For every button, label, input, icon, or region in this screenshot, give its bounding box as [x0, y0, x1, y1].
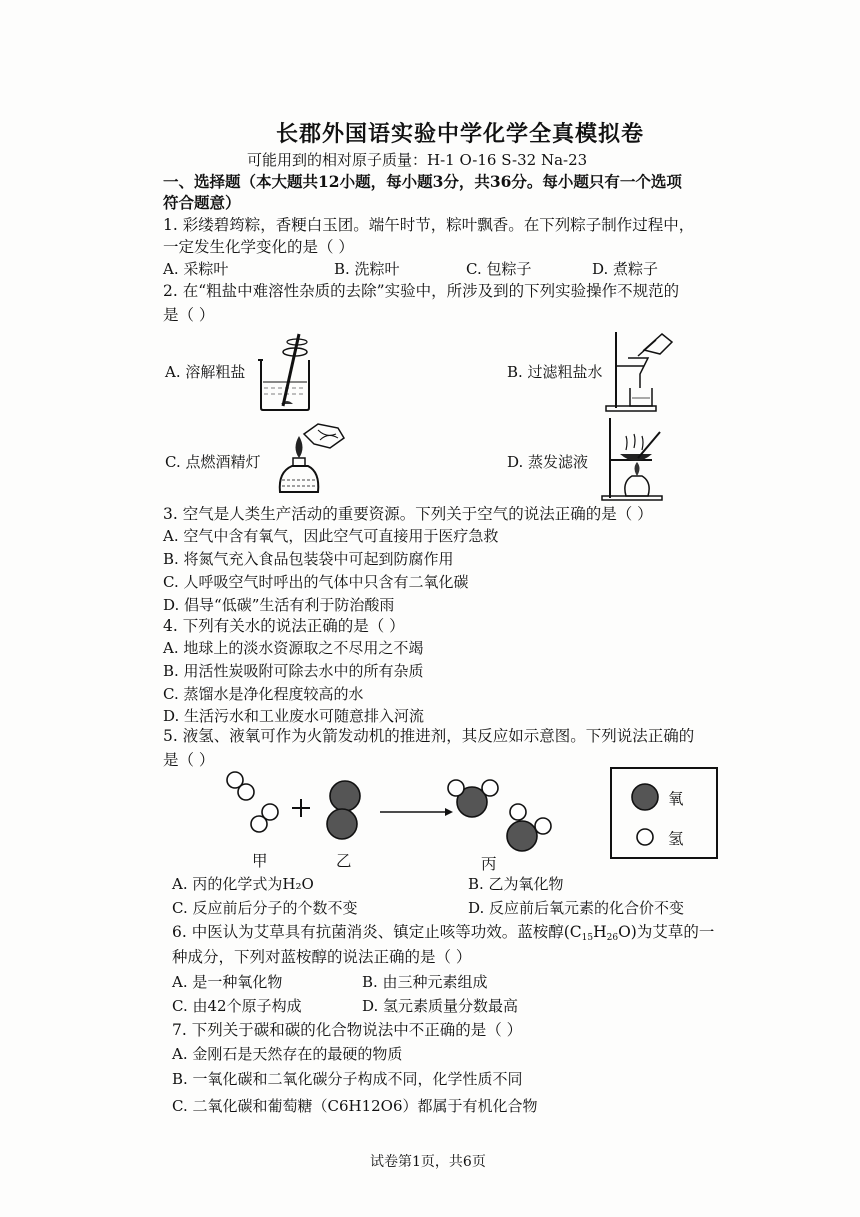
- q7-option-a: A. 金刚石是天然存在的最硬的物质: [172, 1045, 403, 1063]
- q4-option-c: C. 蒸馏水是净化程度较高的水: [163, 685, 364, 703]
- legend-oxygen-label: 氧: [668, 790, 684, 808]
- q5-option-a: A. 丙的化学式为H₂O: [172, 875, 314, 893]
- q6-option-c: C. 由42个原子构成: [172, 997, 302, 1015]
- q1-option-b: B. 洗粽叶: [334, 260, 400, 278]
- q4-option-a: A. 地球上的淡水资源取之不尽用之不竭: [163, 639, 424, 657]
- q6-stem: [172, 922, 714, 948]
- hydrogen-legend-icon: [637, 829, 653, 845]
- hydrogen-atom: [238, 784, 254, 800]
- legend-box: [610, 767, 720, 861]
- oxygen-atom: [327, 809, 357, 839]
- q5-stem: 5. 液氢、液氧可作为火箭发动机的推进剂，其反应如示意图。下列说法正确的: [163, 727, 695, 745]
- legend-hydrogen-label: 氢: [668, 830, 684, 848]
- q3-option-b: B. 将氮气充入食品包装袋中可起到防腐作用: [163, 550, 454, 568]
- q6-option-b: B. 由三种元素组成: [362, 973, 488, 991]
- q1-stem: 1. 彩缕碧筠粽，香粳白玉团。端午时节，粽叶飘香。在下列粽子制作过程中，: [163, 216, 695, 234]
- q5-option-d: D. 反应前后氧元素的化合价不变: [468, 899, 685, 917]
- hydrogen-atom: [251, 816, 267, 832]
- q2-option-a: A. 溶解粗盐: [165, 363, 246, 381]
- q3-stem: 3. 空气是人类生产活动的重要资源。下列关于空气的说法正确的是（ ）: [163, 505, 653, 523]
- oxygen-atom: [330, 781, 360, 811]
- q7-stem: 7. 下列关于碳和碳的化合物说法中不正确的是（ ）: [172, 1021, 523, 1039]
- section-heading: 一、选择题（本大题共12小题，每小题3分，共36分。每小题只有一个选项: [163, 172, 682, 191]
- q2-option-b: B. 过滤粗盐水: [507, 363, 603, 381]
- q3-option-d: D. 倡导“低碳”生活有利于防治酸雨: [163, 596, 395, 614]
- oxygen-atom: [507, 821, 537, 851]
- atomic-masses: 可能用到的相对原子质量：H-1 O-16 S-32 Na-23: [247, 151, 588, 169]
- q6-option-a: A. 是一种氧化物: [172, 973, 283, 991]
- q7-option-b: B. 一氧化碳和二氧化碳分子构成不同，化学性质不同: [172, 1070, 523, 1088]
- q6-option-d: D. 氢元素质量分数最高: [362, 997, 519, 1015]
- q1-option-a: A. 采粽叶: [163, 260, 229, 278]
- hydrogen-atom: [510, 804, 526, 820]
- label-bing: 丙: [481, 855, 497, 873]
- evaporation-stand-icon: [600, 414, 672, 502]
- q6-formula: $C_{15}H_{26}O$: [569, 923, 631, 943]
- q3-option-a: A. 空气中含有氧气，因此空气可直接用于医疗急救: [163, 527, 499, 545]
- dissolve-beaker-icon: [255, 330, 317, 412]
- q3-option-c: C. 人呼吸空气时呼出的气体中只含有二氧化碳: [163, 573, 469, 591]
- q5-option-b: B. 乙为氧化物: [468, 875, 564, 893]
- q4-stem: 4. 下列有关水的说法正确的是（ ）: [163, 617, 405, 635]
- q2-stem: 2. 在“粗盐中难溶性杂质的去除”实验中，所涉及到的下列实验操作不规范的: [163, 282, 680, 300]
- hydrogen-atom: [448, 780, 464, 796]
- alcohol-lamp-icon: [274, 418, 354, 498]
- q4-option-d: D. 生活污水和工业废水可随意排入河流: [163, 707, 425, 725]
- page-title: 长郡外国语实验中学化学全真模拟卷: [276, 121, 645, 147]
- hydrogen-atom: [535, 818, 551, 834]
- q1-stem-cont: 一定发生化学变化的是（ ）: [163, 238, 354, 256]
- section-heading-cont: 符合题意）: [163, 193, 241, 212]
- q4-option-b: B. 用活性炭吸附可除去水中的所有杂质: [163, 662, 424, 680]
- q6-stem-post: )为艾草的一: [630, 923, 715, 941]
- q1-option-c: C. 包粽子: [466, 260, 532, 278]
- hydrogen-atom: [482, 780, 498, 796]
- label-yi: 乙: [336, 852, 352, 870]
- q7-option-c: C. 二氧化碳和葡萄糖（C6H12O6）都属于有机化合物: [172, 1097, 538, 1115]
- q1-option-d: D. 煮粽子: [592, 260, 659, 278]
- q2-stem-cont: 是（ ）: [163, 306, 215, 324]
- page-number: 试卷第1页，共6页: [370, 1154, 486, 1170]
- q2-option-c: C. 点燃酒精灯: [165, 453, 261, 471]
- q6-stem-cont: 种成分，下列对蓝桉醇的说法正确的是（ ）: [172, 948, 472, 966]
- label-jia: 甲: [252, 852, 268, 870]
- q6-stem-pre: 6. 中医认为艾草具有抗菌消炎、镇定止咳等功效。蓝桉醇(: [172, 923, 570, 941]
- oxygen-legend-icon: [632, 784, 658, 810]
- filter-stand-icon: [604, 328, 676, 414]
- q5-option-c: C. 反应前后分子的个数不变: [172, 899, 358, 917]
- q2-option-d: D. 蒸发滤液: [507, 453, 589, 471]
- q5-stem-cont: 是（ ）: [163, 751, 215, 769]
